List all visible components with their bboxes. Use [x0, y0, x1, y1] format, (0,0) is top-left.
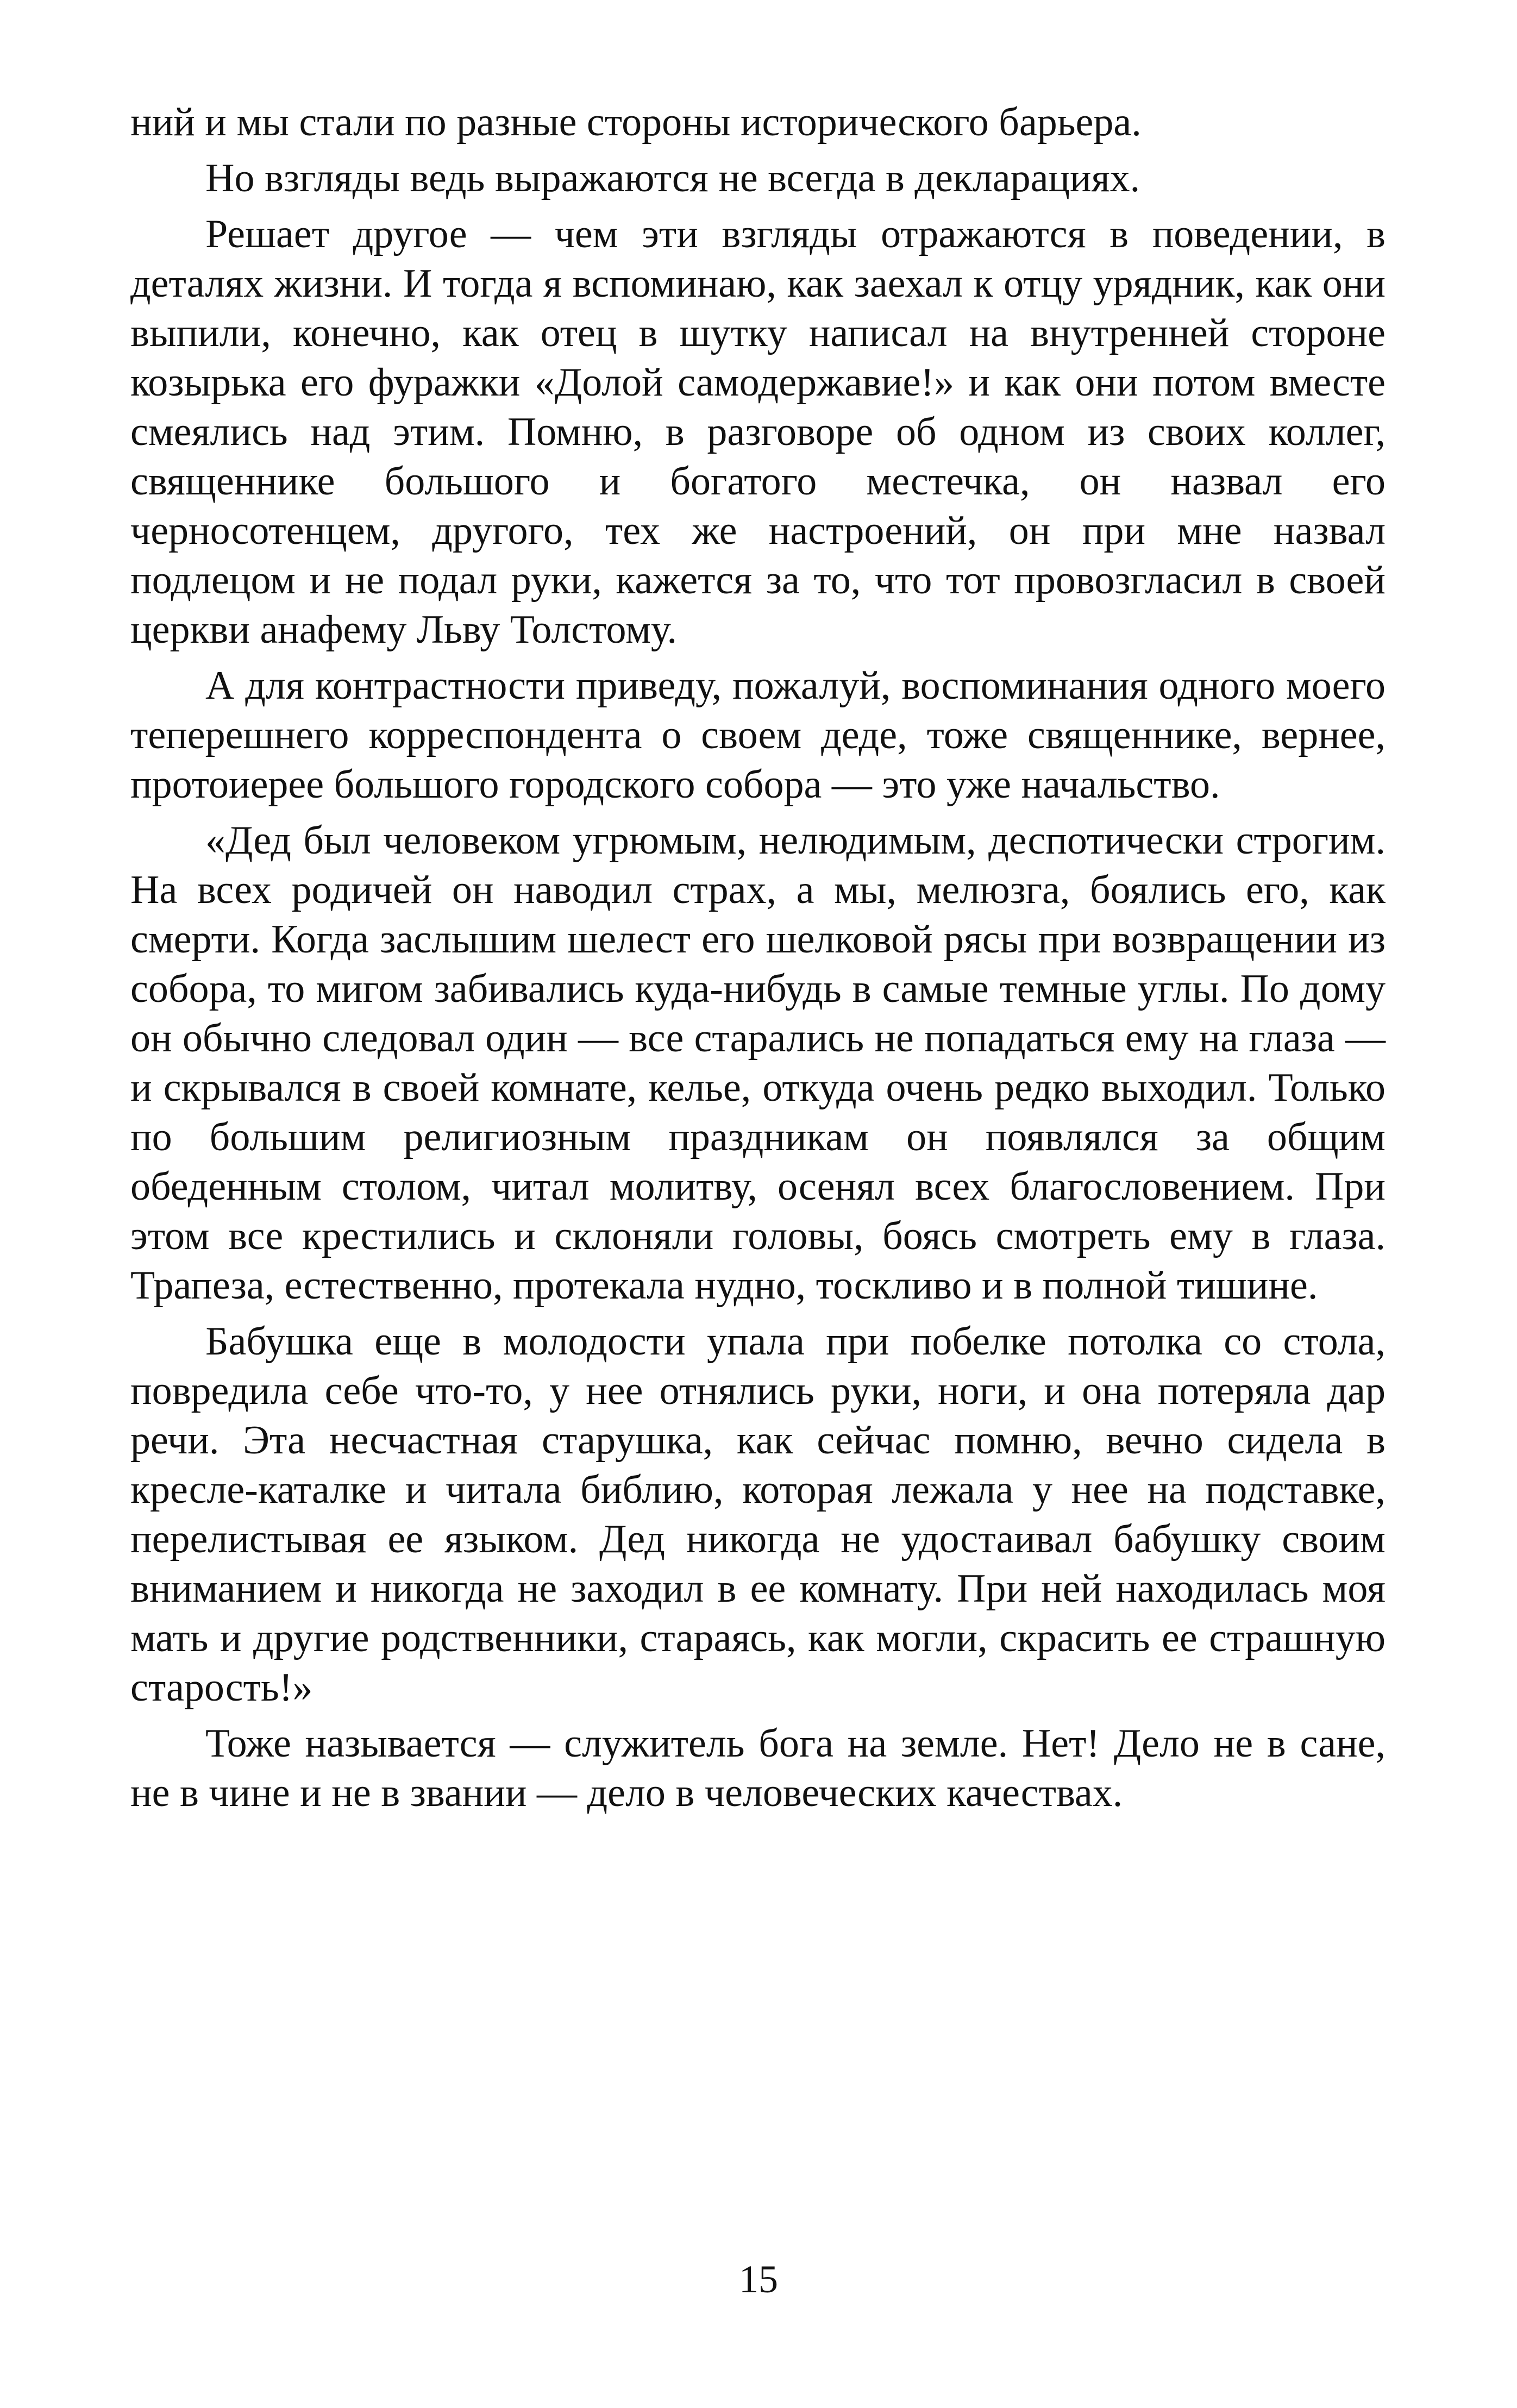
- paragraph-3: Решает другое — чем эти взгляды отражаются в поведении, в деталях жизни. И тогда я вспоминаю, как заехал к отцу урядник, как они выпили, конечно, как отец в шутку написал на внутренней стороне козырька его фуражки «Долой самодержавие!» и как они потом вместе смеялись над этим. Помню, в разговоре об одном из своих коллег, священнике большого и богатого местечка, он назвал его черносотенцем, другого, тех же настроений, он при мне назвал подлецом и не подал руки, кажется за то, что тот провозгласил в своей церкви анафему Льву Толстому.: [130, 212, 1386, 652]
- page-number: 15: [739, 2258, 778, 2301]
- paragraph-4: А для контрастности приведу, пожалуй, воспоминания одного моего теперешнего корреспондента о своем деде, тоже священнике, вернее, протоиерее большого городского собора — это уже начальство.: [130, 663, 1386, 807]
- paragraph-5: «Дед был человеком угрюмым, нелюдимым, деспотически строгим. На всех родичей он наводил страх, а мы, мелюзга, боялись его, как смерти. Когда заслышим шелест его шелковой рясы при возвращении из собора, то мигом забивались куда-нибудь в самые темные углы. По дому он обычно следовал один — все старались не попадаться ему на глаза — и скрывался в своей комнате, келье, откуда очень редко выходил. Только по большим религиозным праздникам он появлялся за общим обеденным столом, читал молитву, осенял всех благословением. При этом все крестились и склоняли головы, боясь смотреть ему в глаза. Трапеза, естественно, протекала нудно, тоскливо и в полной тишине.: [130, 818, 1386, 1308]
- page-body: [130, 98, 1386, 1824]
- paragraph-2: Но взгляды ведь выражаются не всегда в декларациях.: [205, 156, 1140, 200]
- paragraph-1: ний и мы стали по разные стороны исторического барьера.: [130, 100, 1142, 145]
- paragraph-7: Тоже называется — служитель бога на земле. Нет! Дело не в сане, не в чине и не в звании — дело в человеческих качествах.: [130, 1721, 1386, 1815]
- paragraph-6: Бабушка еще в молодости упала при побелке потолка со стола, повредила себе что-то, у нее отнялись руки, ноги, и она потеряла дар речи. Эта несчастная старушка, как сейчас помню, вечно сидела в кресле-каталке и читала библию, которая лежала у нее на подставке, перелистывая ее языком. Дед никогда не удостаивал бабушку своим вниманием и никогда не заходил в ее комнату. При ней находилась моя мать и другие родственники, стараясь, как могли, скрасить ее страшную старость!»: [130, 1319, 1386, 1710]
